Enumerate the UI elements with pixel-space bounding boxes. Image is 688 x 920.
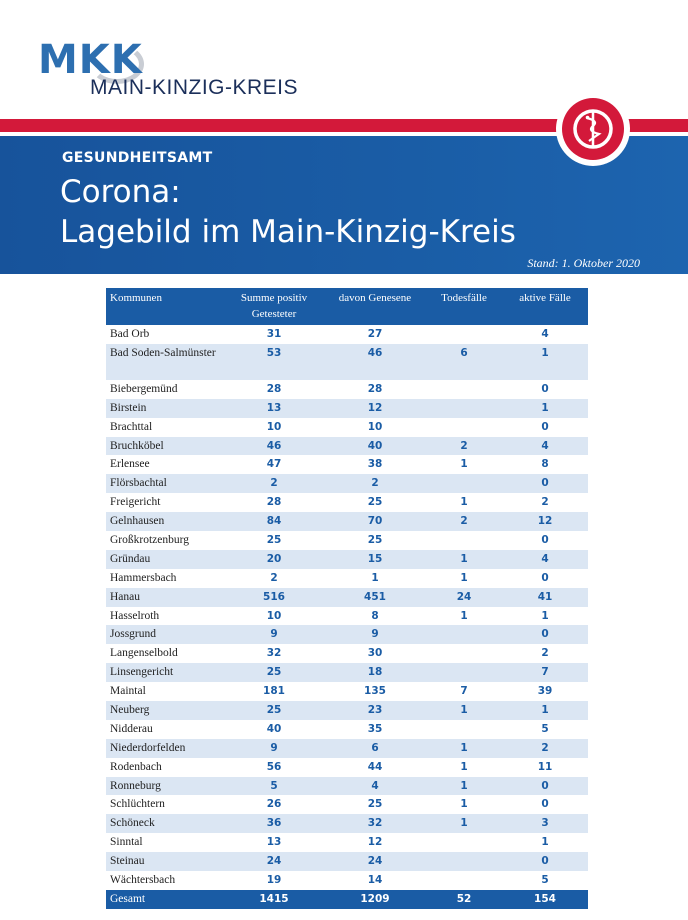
cell-tod	[426, 871, 502, 890]
cell-kommune: Freigericht	[110, 496, 161, 509]
total-label: Gesamt	[106, 890, 224, 909]
table-row	[106, 437, 588, 456]
cell-tod	[426, 380, 502, 399]
table-row	[106, 739, 588, 758]
cell-aktiv: 4	[502, 550, 588, 569]
table-row	[106, 607, 588, 626]
cell-tod	[426, 720, 502, 739]
cell-kommune: Großkrotzenburg	[110, 534, 189, 547]
cell-genesen: 10	[367, 420, 383, 433]
cell-kommune: Neuberg	[106, 701, 224, 720]
cell-tod: 2	[426, 512, 502, 531]
cell-kommune: Bad Soden-Salmünster	[106, 344, 224, 380]
cell-kommune: Wächtersbach	[110, 874, 176, 887]
cell-tod: 1	[426, 701, 502, 720]
cell-positiv: 24	[224, 852, 324, 871]
cell-tod	[426, 833, 502, 852]
header-kommunen: Kommunen	[106, 288, 224, 325]
cell-positiv: 32	[266, 647, 282, 660]
title-line-1: Corona:	[60, 174, 181, 210]
table-row	[106, 701, 588, 720]
cell-genesen: 4	[324, 777, 426, 796]
cell-positiv: 25	[266, 534, 282, 547]
cell-aktiv: 2	[502, 739, 588, 758]
cell-kommune: Flörsbachtal	[106, 474, 224, 493]
cell-kommune: Biebergemünd	[110, 382, 178, 395]
cell-positiv: 19	[266, 874, 282, 887]
cell-kommune: Gründau	[106, 550, 224, 569]
cell-aktiv: 0	[541, 571, 549, 584]
mkk-logo	[38, 37, 338, 100]
cell-tod	[426, 663, 502, 682]
cell-aktiv: 0	[541, 798, 549, 811]
table-row	[106, 455, 588, 474]
cell-tod: 1	[426, 550, 502, 569]
cell-positiv: 46	[224, 437, 324, 456]
cell-positiv: 20	[224, 550, 324, 569]
cell-positiv: 28	[266, 382, 282, 395]
cell-aktiv: 0	[502, 777, 588, 796]
cell-positiv: 9	[224, 625, 324, 644]
cell-positiv: 13	[224, 399, 324, 418]
cell-positiv: 26	[266, 798, 282, 811]
header-aktiv: aktive Fälle	[502, 288, 588, 325]
cell-positiv: 10	[266, 420, 282, 433]
cell-tod: 1	[460, 798, 468, 811]
cell-genesen: 44	[367, 760, 383, 773]
cell-genesen: 27	[367, 328, 383, 340]
table-header-row	[106, 288, 588, 325]
cell-genesen: 451	[324, 588, 426, 607]
cell-positiv: 181	[263, 685, 285, 698]
cell-genesen: 135	[364, 685, 386, 698]
table-row	[106, 474, 588, 493]
table-row	[106, 531, 588, 550]
cell-positiv: 2	[270, 571, 278, 584]
cell-genesen: 32	[324, 814, 426, 833]
cell-tod: 1	[460, 609, 468, 622]
table-row	[106, 758, 588, 777]
cell-kommune: Jossgrund	[106, 625, 224, 644]
case-table	[106, 288, 588, 909]
cell-genesen: 9	[324, 625, 426, 644]
cell-genesen: 70	[324, 512, 426, 531]
cell-kommune: Schlüchtern	[110, 798, 165, 811]
cell-aktiv: 1	[502, 701, 588, 720]
table-row	[106, 325, 588, 344]
table-row	[106, 833, 588, 852]
table-row	[106, 344, 588, 380]
table-row	[106, 512, 588, 531]
cell-kommune: Maintal	[110, 685, 146, 698]
header-tod: Todesfälle	[426, 288, 502, 325]
logo-abbreviation: MKK	[38, 37, 143, 83]
cell-genesen: 30	[367, 647, 383, 660]
cell-genesen: 28	[367, 382, 383, 395]
table-row	[106, 588, 588, 607]
cell-aktiv: 0	[502, 852, 588, 871]
cell-positiv: 36	[224, 814, 324, 833]
cell-genesen: 38	[367, 458, 383, 471]
cell-genesen: 23	[324, 701, 426, 720]
department-label: GESUNDHEITSAMT	[62, 150, 213, 166]
cell-tod	[426, 399, 502, 418]
cell-kommune: Hammersbach	[110, 571, 177, 584]
cell-aktiv: 0	[541, 382, 549, 395]
cell-genesen: 18	[324, 663, 426, 682]
cell-tod: 6	[426, 344, 502, 380]
cell-genesen: 1	[371, 571, 379, 584]
table-row	[106, 682, 588, 701]
cell-tod	[426, 418, 502, 437]
cell-aktiv: 1	[541, 836, 549, 849]
cell-kommune: Schöneck	[106, 814, 224, 833]
cell-aktiv: 1	[502, 399, 588, 418]
cell-kommune: Hasselroth	[110, 609, 160, 622]
cell-tod: 1	[426, 814, 502, 833]
cell-tod: 1	[460, 458, 468, 471]
cell-tod	[426, 625, 502, 644]
cell-genesen: 35	[367, 722, 383, 735]
cell-genesen: 46	[324, 344, 426, 380]
total-positiv: 1415	[224, 890, 324, 909]
cell-tod: 24	[426, 588, 502, 607]
cell-aktiv: 5	[541, 722, 549, 735]
cell-aktiv: 4	[541, 328, 549, 340]
table-row	[106, 814, 588, 833]
cell-genesen: 40	[324, 437, 426, 456]
date-stamp: Stand: 1. Oktober 2020	[527, 256, 640, 270]
badge-circle	[562, 98, 624, 160]
cell-kommune: Steinau	[106, 852, 224, 871]
cell-aktiv: 0	[541, 534, 549, 547]
cell-aktiv: 2	[541, 647, 549, 660]
cell-genesen: 25	[367, 496, 383, 509]
cell-aktiv: 5	[541, 874, 549, 887]
cell-kommune: Rodenbach	[110, 760, 162, 773]
cell-genesen: 6	[324, 739, 426, 758]
cell-aktiv: 2	[541, 496, 549, 509]
cell-tod: 1	[460, 496, 468, 509]
table-row	[106, 720, 588, 739]
cell-kommune: Erlensee	[110, 458, 150, 471]
cell-kommune: Sinntal	[110, 836, 143, 849]
cell-kommune: Bad Orb	[110, 328, 150, 340]
cell-aktiv: 1	[541, 609, 549, 622]
table-row	[106, 644, 588, 663]
cell-positiv: 47	[266, 458, 282, 471]
cell-kommune: Gelnhausen	[106, 512, 224, 531]
cell-positiv: 40	[266, 722, 282, 735]
cell-positiv: 84	[224, 512, 324, 531]
cell-aktiv: 3	[502, 814, 588, 833]
cell-tod: 1	[460, 760, 468, 773]
cell-aktiv: 12	[502, 512, 588, 531]
cell-tod: 1	[426, 777, 502, 796]
table-row	[106, 871, 588, 890]
table-row	[106, 777, 588, 796]
table-row	[106, 625, 588, 644]
cell-aktiv: 0	[541, 420, 549, 433]
table-row	[106, 418, 588, 437]
cell-aktiv: 0	[502, 625, 588, 644]
cell-aktiv: 8	[541, 458, 549, 471]
title-line-2: Lagebild im Main-Kinzig-Kreis	[60, 214, 516, 250]
cell-tod: 7	[460, 685, 468, 698]
cell-kommune: Bruchköbel	[106, 437, 224, 456]
cell-aktiv: 41	[502, 588, 588, 607]
table-row	[106, 550, 588, 569]
cell-kommune: Hanau	[106, 588, 224, 607]
cell-genesen: 25	[367, 534, 383, 547]
cell-kommune: Brachttal	[110, 420, 153, 433]
cell-genesen: 24	[324, 852, 426, 871]
total-aktiv: 154	[502, 890, 588, 909]
cell-tod	[426, 644, 502, 663]
header-positiv: Summe positiv Getesteter	[224, 288, 324, 325]
cell-positiv: 28	[266, 496, 282, 509]
page-title	[60, 172, 516, 252]
cell-aktiv: 0	[502, 474, 588, 493]
logo-name: MAIN-KINZIG-KREIS	[90, 76, 299, 99]
table-row	[106, 663, 588, 682]
cell-positiv: 9	[224, 739, 324, 758]
cell-tod: 1	[460, 571, 468, 584]
cell-positiv: 56	[266, 760, 282, 773]
aesculapian-staff-icon	[562, 98, 624, 160]
cell-kommune: Niederdorfelden	[106, 739, 224, 758]
cell-kommune: Birstein	[106, 399, 224, 418]
table-row	[106, 493, 588, 512]
total-tod: 52	[426, 890, 502, 909]
cell-genesen: 25	[367, 798, 383, 811]
cell-positiv: 10	[266, 609, 282, 622]
cell-positiv: 25	[224, 701, 324, 720]
table-row	[106, 380, 588, 399]
cell-aktiv: 1	[502, 344, 588, 380]
cell-aktiv: 4	[502, 437, 588, 456]
table-row	[106, 569, 588, 588]
cell-kommune: Nidderau	[110, 722, 153, 735]
table-row	[106, 399, 588, 418]
cell-genesen: 15	[324, 550, 426, 569]
cell-aktiv: 11	[537, 760, 553, 773]
cell-genesen: 12	[324, 399, 426, 418]
cell-tod: 1	[426, 739, 502, 758]
table-row	[106, 852, 588, 871]
cell-tod	[426, 325, 502, 344]
cell-positiv: 516	[224, 588, 324, 607]
cell-positiv: 2	[224, 474, 324, 493]
cell-aktiv: 39	[537, 685, 553, 698]
cell-genesen: 12	[367, 836, 383, 849]
total-genesen: 1209	[324, 890, 426, 909]
header-genesen: davon Genesene	[324, 288, 426, 325]
cell-positiv: 53	[224, 344, 324, 380]
cell-positiv: 13	[266, 836, 282, 849]
cell-kommune: Langenselbold	[110, 647, 178, 660]
cell-tod: 2	[426, 437, 502, 456]
cell-kommune: Ronneburg	[106, 777, 224, 796]
cell-aktiv: 7	[502, 663, 588, 682]
cell-positiv: 31	[266, 328, 282, 340]
cell-genesen: 2	[324, 474, 426, 493]
cell-positiv: 5	[224, 777, 324, 796]
total-row	[106, 890, 588, 909]
cell-genesen: 14	[367, 874, 383, 887]
cell-genesen: 8	[371, 609, 379, 622]
cell-positiv: 25	[224, 663, 324, 682]
health-badge	[556, 92, 630, 166]
cell-tod	[426, 474, 502, 493]
cell-kommune: Linsengericht	[106, 663, 224, 682]
cell-tod	[426, 852, 502, 871]
cell-tod	[426, 531, 502, 550]
table-row	[106, 795, 588, 814]
